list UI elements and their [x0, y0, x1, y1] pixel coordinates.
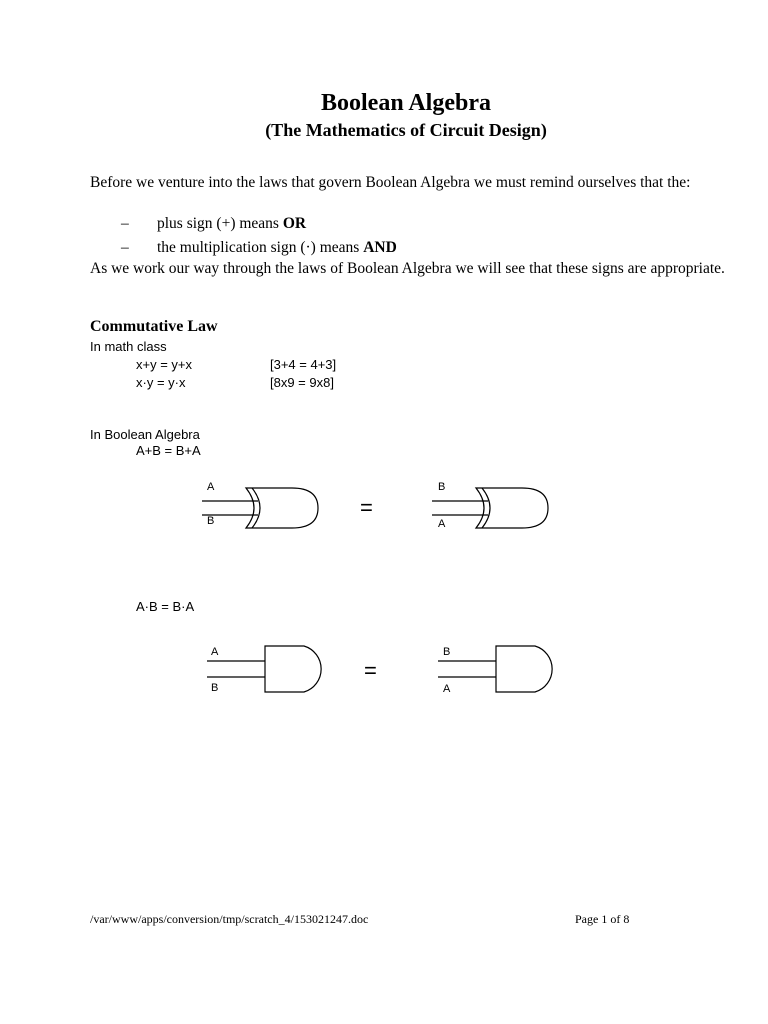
and-gate-input-label: B [211, 682, 219, 694]
math-example: [8x9 = 9x8] [270, 375, 334, 390]
math-example: [3+4 = 4+3] [270, 357, 337, 372]
bullet-dash: – [121, 239, 129, 256]
and-gate-input-label: B [443, 646, 451, 658]
bullet-text: the multiplication sign (·) means [157, 239, 364, 256]
and-gate-input-label: A [443, 683, 451, 695]
bullet-plus-sign [121, 213, 306, 234]
section-heading: Commutative Law [90, 318, 218, 335]
intro-paragraph: Before we venture into the laws that govern Boolean Algebra we must remind ourselves that the: [90, 174, 691, 191]
or-gate-input-label: A [438, 518, 446, 530]
or-gate-icon [430, 484, 555, 534]
page-title: Boolean Algebra [320, 90, 491, 116]
or-commutative-expression: A+B = B+A [136, 443, 201, 458]
or-gate-input-label: B [438, 481, 446, 493]
footer-file-path: /var/www/apps/conversion/tmp/scratch_4/153021247.doc [90, 912, 369, 926]
and-gate-icon [436, 644, 566, 696]
bullet-keyword: OR [282, 215, 307, 232]
bullet-multiplication-sign [121, 237, 397, 258]
math-expression: x·y = y·x [136, 375, 186, 390]
boolean-algebra-label: In Boolean Algebra [90, 427, 200, 442]
bullet-text: plus sign (+) means [157, 215, 283, 232]
or-gate-icon [200, 484, 325, 534]
equals-sign: = [364, 658, 377, 683]
and-commutative-expression: A·B = B·A [136, 599, 195, 614]
bullet-dash: – [121, 215, 129, 232]
footer-page-number: Page 1 of 8 [575, 912, 630, 926]
or-gate-input-label: A [207, 481, 215, 493]
closing-paragraph: As we work our way through the laws of Boolean Algebra we will see that these signs are appropriate. [90, 260, 725, 277]
and-gate-icon [205, 644, 335, 696]
math-class-label: In math class [90, 339, 167, 354]
math-expression: x+y = y+x [136, 357, 192, 372]
or-gate-input-label: B [207, 515, 215, 527]
page-subtitle: (The Mathematics of Circuit Design) [265, 120, 547, 140]
equals-sign: = [360, 495, 373, 520]
bullet-keyword: AND [363, 239, 397, 256]
and-gate-input-label: A [211, 646, 219, 658]
